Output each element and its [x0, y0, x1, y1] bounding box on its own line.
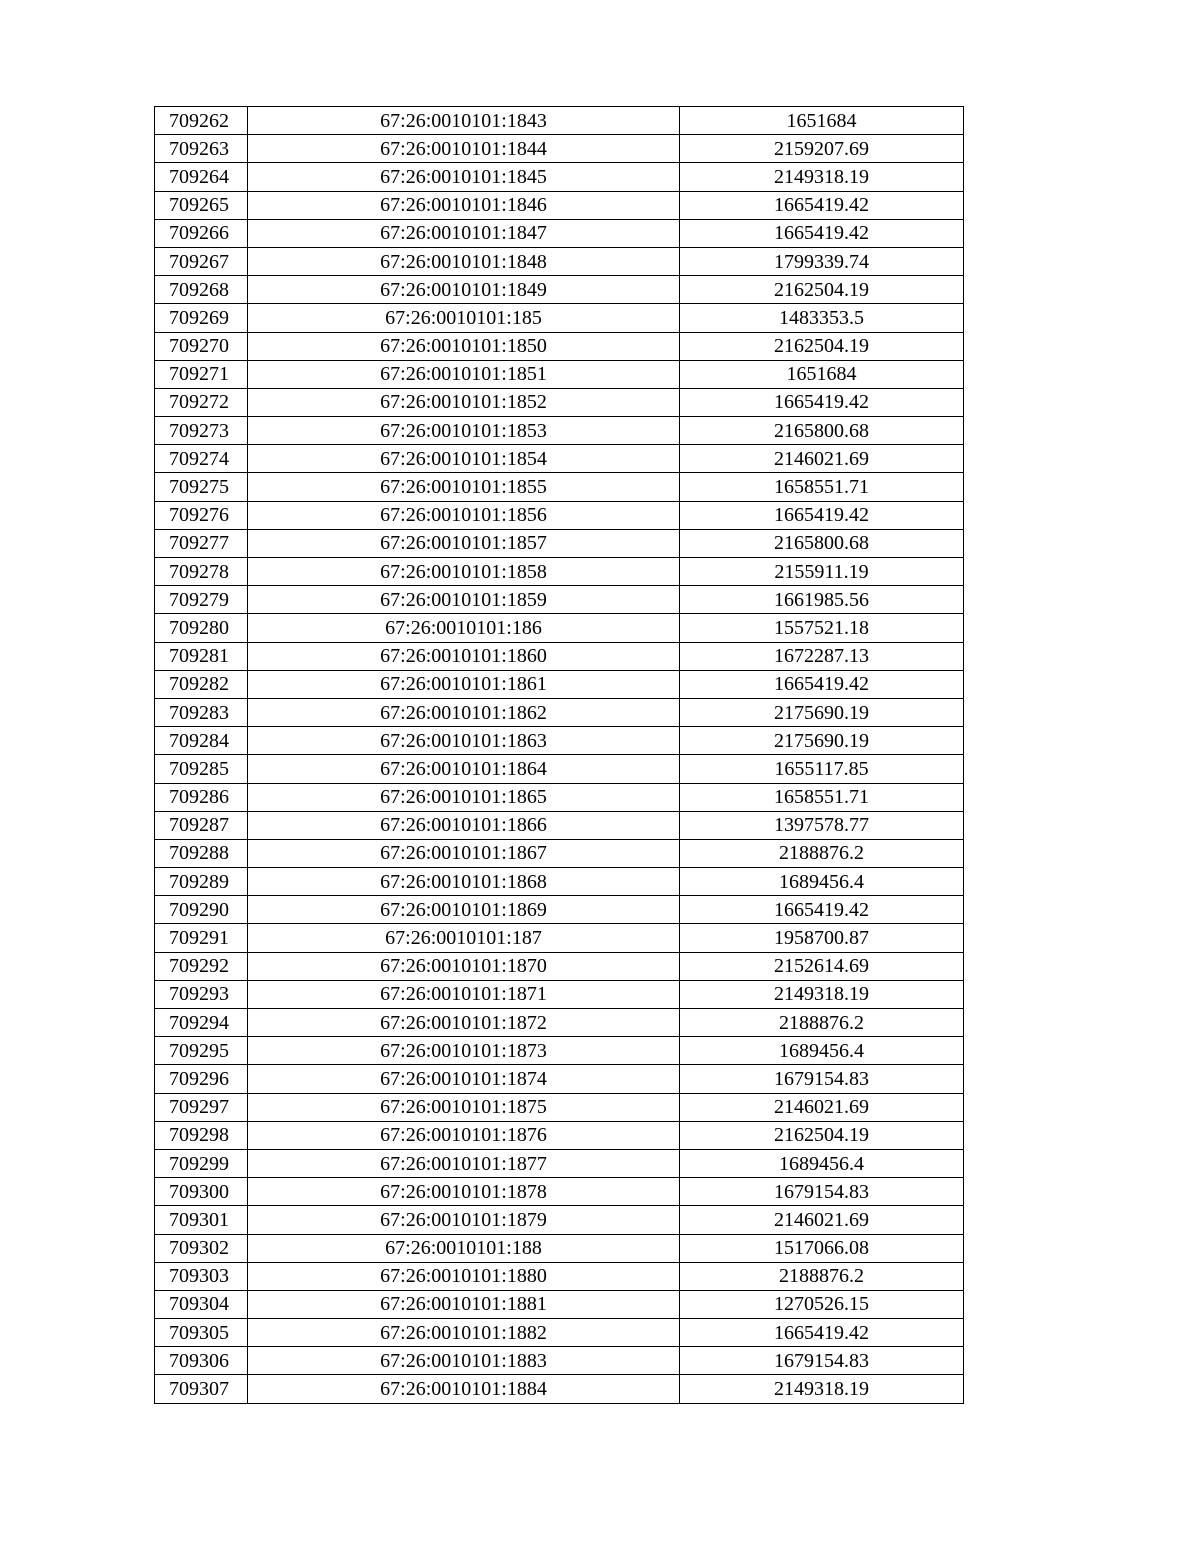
row-id-cell: 709283 — [155, 698, 248, 726]
row-id-cell: 709273 — [155, 417, 248, 445]
table-row — [155, 670, 964, 698]
row-id-cell: 709286 — [155, 783, 248, 811]
cadastral-number-cell: 67:26:0010101:1869 — [248, 896, 680, 924]
row-id-cell: 709287 — [155, 811, 248, 839]
table-row — [155, 135, 964, 163]
cadastral-number-cell: 67:26:0010101:1854 — [248, 445, 680, 473]
value-cell: 2155911.19 — [680, 558, 964, 586]
cadastral-number-cell: 67:26:0010101:1844 — [248, 135, 680, 163]
row-id-cell: 709267 — [155, 247, 248, 275]
row-id-cell: 709299 — [155, 1149, 248, 1177]
table-row — [155, 304, 964, 332]
cadastral-number-cell: 67:26:0010101:185 — [248, 304, 680, 332]
row-id-cell: 709303 — [155, 1262, 248, 1290]
cadastral-number-cell: 67:26:0010101:1861 — [248, 670, 680, 698]
table-row — [155, 417, 964, 445]
value-cell: 1679154.83 — [680, 1347, 964, 1375]
value-cell: 2162504.19 — [680, 276, 964, 304]
value-cell: 1665419.42 — [680, 388, 964, 416]
row-id-cell: 709262 — [155, 107, 248, 135]
row-id-cell: 709292 — [155, 952, 248, 980]
cadastral-number-cell: 67:26:0010101:1848 — [248, 247, 680, 275]
cadastral-number-cell: 67:26:0010101:1855 — [248, 473, 680, 501]
row-id-cell: 709296 — [155, 1065, 248, 1093]
value-cell: 1665419.42 — [680, 191, 964, 219]
cadastral-number-cell: 67:26:0010101:1864 — [248, 755, 680, 783]
value-cell: 2152614.69 — [680, 952, 964, 980]
cadastral-number-cell: 67:26:0010101:1851 — [248, 360, 680, 388]
row-id-cell: 709277 — [155, 529, 248, 557]
cadastral-number-cell: 67:26:0010101:186 — [248, 614, 680, 642]
value-cell: 1679154.83 — [680, 1178, 964, 1206]
value-cell: 2175690.19 — [680, 727, 964, 755]
row-id-cell: 709307 — [155, 1375, 248, 1403]
row-id-cell: 709301 — [155, 1206, 248, 1234]
row-id-cell: 709271 — [155, 360, 248, 388]
value-cell: 1665419.42 — [680, 670, 964, 698]
row-id-cell: 709280 — [155, 614, 248, 642]
table-row — [155, 1206, 964, 1234]
value-cell: 2149318.19 — [680, 163, 964, 191]
table-row — [155, 191, 964, 219]
table-row — [155, 529, 964, 557]
row-id-cell: 709274 — [155, 445, 248, 473]
cadastral-number-cell: 67:26:0010101:1878 — [248, 1178, 680, 1206]
data-table-body — [155, 107, 964, 1404]
table-row — [155, 783, 964, 811]
table-row — [155, 1178, 964, 1206]
cadastral-number-cell: 67:26:0010101:1873 — [248, 1037, 680, 1065]
value-cell: 2146021.69 — [680, 1093, 964, 1121]
value-cell: 2162504.19 — [680, 332, 964, 360]
row-id-cell: 709297 — [155, 1093, 248, 1121]
table-row — [155, 473, 964, 501]
value-cell: 1665419.42 — [680, 896, 964, 924]
cadastral-number-cell: 67:26:0010101:1872 — [248, 1009, 680, 1037]
value-cell: 1483353.5 — [680, 304, 964, 332]
cadastral-number-cell: 67:26:0010101:1871 — [248, 980, 680, 1008]
cadastral-number-cell: 67:26:0010101:1862 — [248, 698, 680, 726]
value-cell: 1661985.56 — [680, 586, 964, 614]
cadastral-number-cell: 67:26:0010101:1868 — [248, 868, 680, 896]
table-row — [155, 1347, 964, 1375]
table-row — [155, 501, 964, 529]
table-row — [155, 755, 964, 783]
value-cell: 1689456.4 — [680, 868, 964, 896]
value-cell: 1658551.71 — [680, 473, 964, 501]
value-cell: 2162504.19 — [680, 1121, 964, 1149]
cadastral-number-cell: 67:26:0010101:1846 — [248, 191, 680, 219]
value-cell: 2146021.69 — [680, 1206, 964, 1234]
data-table — [154, 106, 964, 1404]
value-cell: 1651684 — [680, 360, 964, 388]
cadastral-number-cell: 67:26:0010101:1879 — [248, 1206, 680, 1234]
value-cell: 2165800.68 — [680, 417, 964, 445]
value-cell: 1665419.42 — [680, 501, 964, 529]
row-id-cell: 709279 — [155, 586, 248, 614]
row-id-cell: 709268 — [155, 276, 248, 304]
cadastral-number-cell: 67:26:0010101:1866 — [248, 811, 680, 839]
cadastral-number-cell: 67:26:0010101:1876 — [248, 1121, 680, 1149]
value-cell: 2149318.19 — [680, 1375, 964, 1403]
cadastral-number-cell: 67:26:0010101:1863 — [248, 727, 680, 755]
row-id-cell: 709264 — [155, 163, 248, 191]
cadastral-number-cell: 67:26:0010101:1860 — [248, 642, 680, 670]
table-row — [155, 811, 964, 839]
row-id-cell: 709289 — [155, 868, 248, 896]
value-cell: 2188876.2 — [680, 839, 964, 867]
table-row — [155, 698, 964, 726]
cadastral-number-cell: 67:26:0010101:1865 — [248, 783, 680, 811]
value-cell: 1958700.87 — [680, 924, 964, 952]
row-id-cell: 709298 — [155, 1121, 248, 1149]
row-id-cell: 709288 — [155, 839, 248, 867]
row-id-cell: 709275 — [155, 473, 248, 501]
table-row — [155, 276, 964, 304]
row-id-cell: 709285 — [155, 755, 248, 783]
value-cell: 2188876.2 — [680, 1262, 964, 1290]
row-id-cell: 709272 — [155, 388, 248, 416]
row-id-cell: 709266 — [155, 219, 248, 247]
row-id-cell: 709293 — [155, 980, 248, 1008]
cadastral-number-cell: 67:26:0010101:1853 — [248, 417, 680, 445]
table-row — [155, 980, 964, 1008]
table-row — [155, 839, 964, 867]
cadastral-number-cell: 67:26:0010101:1874 — [248, 1065, 680, 1093]
cadastral-number-cell: 67:26:0010101:188 — [248, 1234, 680, 1262]
table-row — [155, 558, 964, 586]
value-cell: 1557521.18 — [680, 614, 964, 642]
cadastral-number-cell: 67:26:0010101:1852 — [248, 388, 680, 416]
value-cell: 2149318.19 — [680, 980, 964, 1008]
row-id-cell: 709304 — [155, 1290, 248, 1318]
row-id-cell: 709290 — [155, 896, 248, 924]
cadastral-number-cell: 67:26:0010101:1882 — [248, 1319, 680, 1347]
value-cell: 2188876.2 — [680, 1009, 964, 1037]
table-row — [155, 586, 964, 614]
table-row — [155, 896, 964, 924]
row-id-cell: 709295 — [155, 1037, 248, 1065]
value-cell: 1517066.08 — [680, 1234, 964, 1262]
row-id-cell: 709291 — [155, 924, 248, 952]
table-row — [155, 1009, 964, 1037]
value-cell: 2159207.69 — [680, 135, 964, 163]
cadastral-number-cell: 67:26:0010101:1884 — [248, 1375, 680, 1403]
table-row — [155, 360, 964, 388]
table-row — [155, 445, 964, 473]
row-id-cell: 709270 — [155, 332, 248, 360]
value-cell: 1689456.4 — [680, 1149, 964, 1177]
cadastral-number-cell: 67:26:0010101:1875 — [248, 1093, 680, 1121]
row-id-cell: 709276 — [155, 501, 248, 529]
row-id-cell: 709300 — [155, 1178, 248, 1206]
table-row — [155, 614, 964, 642]
table-row — [155, 1093, 964, 1121]
row-id-cell: 709302 — [155, 1234, 248, 1262]
value-cell: 2146021.69 — [680, 445, 964, 473]
value-cell: 1689456.4 — [680, 1037, 964, 1065]
table-row — [155, 1037, 964, 1065]
value-cell: 1672287.13 — [680, 642, 964, 670]
row-id-cell: 709305 — [155, 1319, 248, 1347]
value-cell: 1679154.83 — [680, 1065, 964, 1093]
table-row — [155, 247, 964, 275]
row-id-cell: 709278 — [155, 558, 248, 586]
table-row — [155, 924, 964, 952]
cadastral-number-cell: 67:26:0010101:1857 — [248, 529, 680, 557]
row-id-cell: 709263 — [155, 135, 248, 163]
row-id-cell: 709269 — [155, 304, 248, 332]
table-row — [155, 219, 964, 247]
table-row — [155, 1290, 964, 1318]
table-row — [155, 388, 964, 416]
cadastral-number-cell: 67:26:0010101:1847 — [248, 219, 680, 247]
cadastral-number-cell: 67:26:0010101:1877 — [248, 1149, 680, 1177]
row-id-cell: 709265 — [155, 191, 248, 219]
cadastral-number-cell: 67:26:0010101:1850 — [248, 332, 680, 360]
row-id-cell: 709294 — [155, 1009, 248, 1037]
value-cell: 1270526.15 — [680, 1290, 964, 1318]
cadastral-number-cell: 67:26:0010101:1859 — [248, 586, 680, 614]
cadastral-number-cell: 67:26:0010101:1843 — [248, 107, 680, 135]
table-row — [155, 868, 964, 896]
row-id-cell: 709284 — [155, 727, 248, 755]
row-id-cell: 709306 — [155, 1347, 248, 1375]
cadastral-number-cell: 67:26:0010101:1856 — [248, 501, 680, 529]
value-cell: 1658551.71 — [680, 783, 964, 811]
value-cell: 1665419.42 — [680, 1319, 964, 1347]
row-id-cell: 709281 — [155, 642, 248, 670]
table-row — [155, 952, 964, 980]
value-cell: 2175690.19 — [680, 698, 964, 726]
table-row — [155, 727, 964, 755]
value-cell: 1655117.85 — [680, 755, 964, 783]
table-row — [155, 1262, 964, 1290]
cadastral-number-cell: 67:26:0010101:1858 — [248, 558, 680, 586]
value-cell: 1397578.77 — [680, 811, 964, 839]
cadastral-number-cell: 67:26:0010101:1883 — [248, 1347, 680, 1375]
table-row — [155, 642, 964, 670]
cadastral-number-cell: 67:26:0010101:1867 — [248, 839, 680, 867]
table-row — [155, 1234, 964, 1262]
table-row — [155, 1319, 964, 1347]
value-cell: 1799339.74 — [680, 247, 964, 275]
cadastral-number-cell: 67:26:0010101:1849 — [248, 276, 680, 304]
table-row — [155, 1375, 964, 1403]
value-cell: 2165800.68 — [680, 529, 964, 557]
value-cell: 1665419.42 — [680, 219, 964, 247]
cadastral-number-cell: 67:26:0010101:1870 — [248, 952, 680, 980]
cadastral-number-cell: 67:26:0010101:1881 — [248, 1290, 680, 1318]
table-row — [155, 1121, 964, 1149]
table-row — [155, 332, 964, 360]
table-row — [155, 1065, 964, 1093]
table-row — [155, 1149, 964, 1177]
row-id-cell: 709282 — [155, 670, 248, 698]
table-row — [155, 163, 964, 191]
cadastral-number-cell: 67:26:0010101:1880 — [248, 1262, 680, 1290]
cadastral-number-cell: 67:26:0010101:187 — [248, 924, 680, 952]
value-cell: 1651684 — [680, 107, 964, 135]
table-row — [155, 107, 964, 135]
cadastral-number-cell: 67:26:0010101:1845 — [248, 163, 680, 191]
